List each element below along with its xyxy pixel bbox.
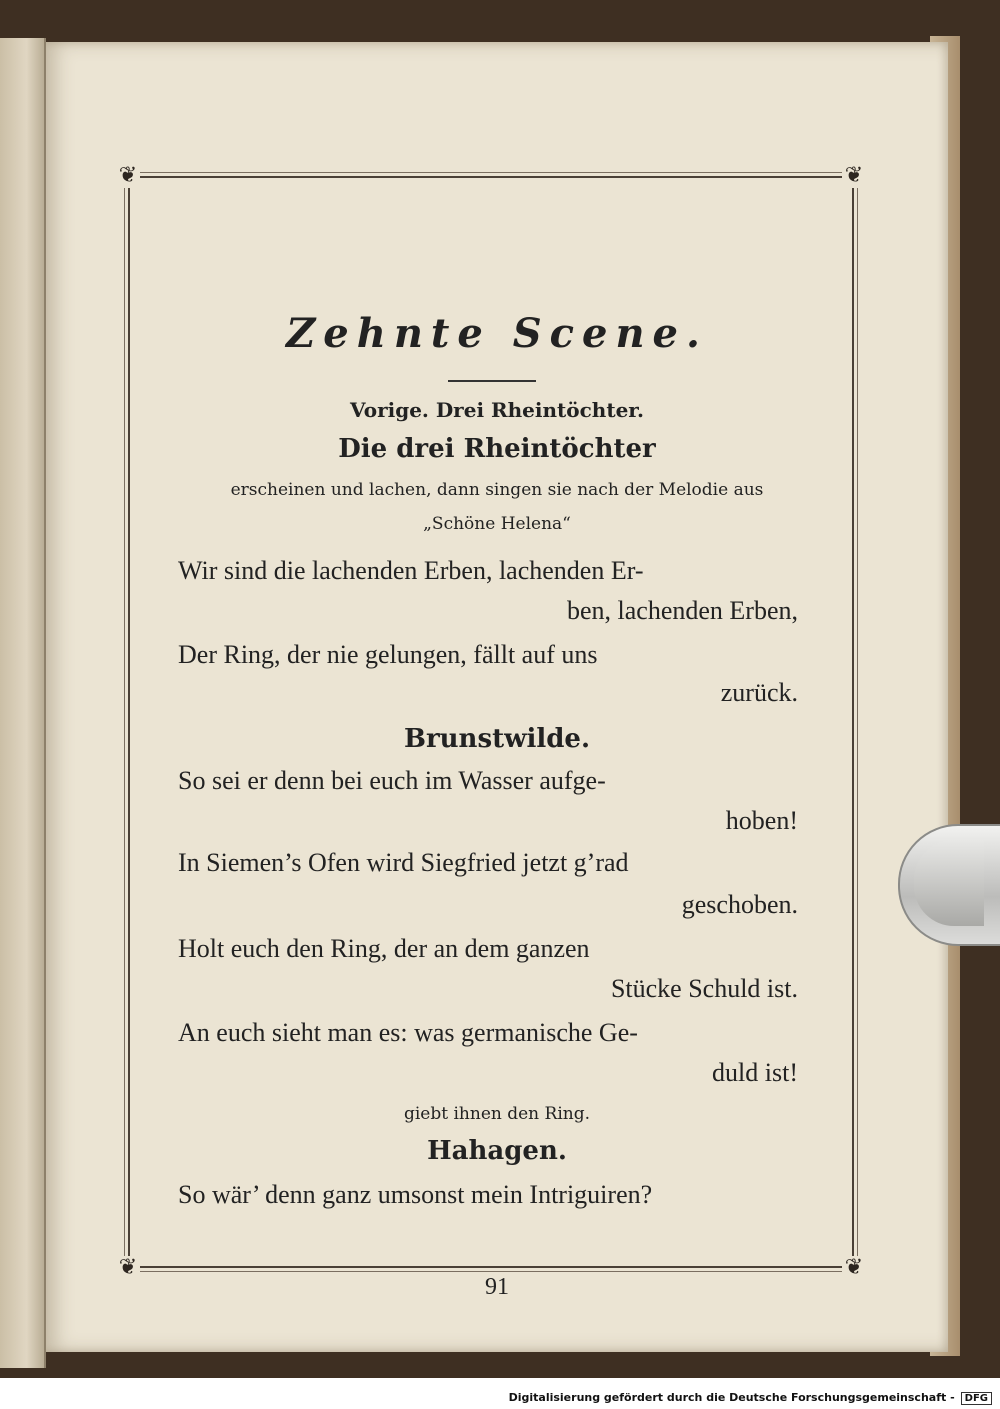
stage-direction: „Schöne Helena“ [423, 514, 571, 534]
speaker-name: Brunstwilde. [403, 724, 591, 754]
title-divider [448, 380, 536, 382]
corner-ornament-icon: ❦ [116, 1256, 140, 1280]
credit-text: Digitalisierung gefördert durch die Deutsche Forschungsgemeinschaft - [508, 1391, 955, 1404]
verse-line: Wir sind die lachenden Erben, lachenden Er- [178, 556, 644, 585]
left-page-edge [0, 38, 46, 1368]
scene-title: Zehnte Scene. [286, 310, 708, 357]
speaker-name: Die drei Rheintöchter [338, 434, 656, 464]
stage-direction: giebt ihnen den Ring. [403, 1104, 590, 1124]
verse-line: Der Ring, der nie gelungen, fällt auf uns [178, 640, 598, 669]
corner-ornament-icon: ❦ [116, 164, 140, 188]
verse-line: So sei er denn bei euch im Wasser aufge- [178, 766, 606, 795]
scanner-clip-inner [914, 840, 984, 926]
verse-line: Stücke Schuld ist. [610, 974, 798, 1003]
speaker-name: Hahagen. [427, 1136, 567, 1166]
verse-line: hoben! [725, 806, 798, 835]
page-number: 91 [485, 1274, 509, 1300]
digitization-credit [509, 1391, 992, 1405]
corner-ornament-icon: ❦ [842, 164, 866, 188]
dfg-logo-icon: DFG [961, 1392, 992, 1405]
verse-line: zurück. [720, 678, 798, 707]
verse-line: In Siemen’s Ofen wird Siegfried jetzt g’rad [178, 848, 629, 877]
stage-direction: erscheinen und lachen, dann singen sie nach der Melodie aus [230, 480, 764, 500]
book-page [46, 42, 948, 1352]
verse-line: Holt euch den Ring, der an dem ganzen [178, 934, 590, 963]
verse-line: geschoben. [681, 890, 798, 919]
verse-line: An euch sieht man es: was germanische Ge- [178, 1018, 638, 1047]
verse-line: So wär’ denn ganz umsonst mein Intriguiren? [178, 1180, 653, 1209]
cast-line: Vorige. Drei Rheintöchter. [350, 398, 644, 422]
corner-ornament-icon: ❦ [842, 1256, 866, 1280]
verse-line: duld ist! [712, 1058, 798, 1087]
verse-line: ben, lachenden Erben, [566, 596, 798, 625]
